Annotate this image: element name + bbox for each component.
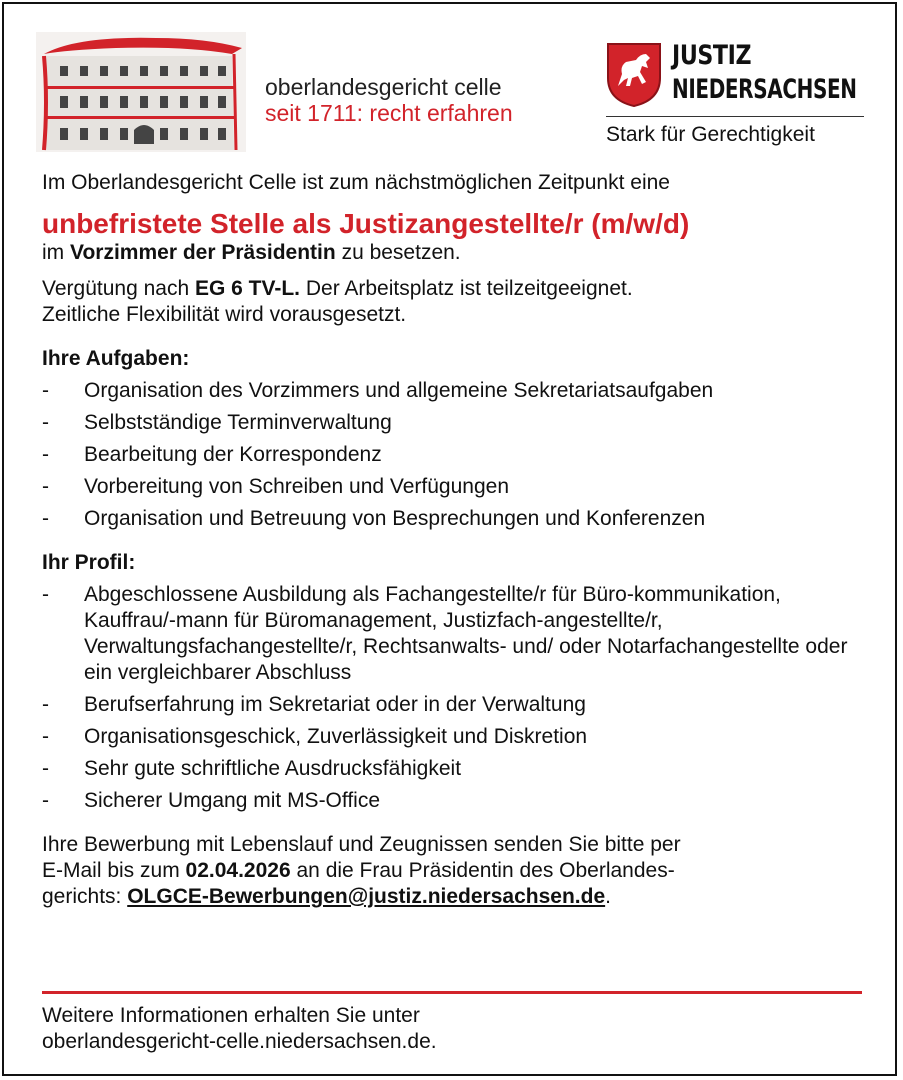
application-line-1: Ihre Bewerbung mit Lebenslauf und Zeugnissen senden Sie bitte per bbox=[42, 833, 681, 856]
list-item bbox=[42, 788, 872, 814]
pay-grade: EG 6 TV-L. bbox=[194, 277, 300, 300]
position-line bbox=[42, 240, 872, 266]
court-slogan: seit 1711: recht erfahren bbox=[265, 100, 513, 126]
pay-line bbox=[42, 276, 872, 302]
tasks-list bbox=[42, 378, 872, 532]
email-post: . bbox=[605, 885, 611, 908]
header bbox=[0, 0, 903, 170]
dash-bullet: - bbox=[42, 725, 49, 748]
job-ad-body bbox=[42, 170, 872, 910]
pay-pre: Vergütung nach bbox=[42, 277, 190, 300]
task-text: Bearbeitung der Korrespondenz bbox=[84, 443, 382, 466]
deadline-date: 02.04.2026 bbox=[185, 859, 291, 882]
list-item bbox=[42, 442, 872, 468]
niedersachsen-title: NIEDERSACHSEN bbox=[672, 74, 857, 105]
list-item bbox=[42, 410, 872, 436]
profile-text: Sehr gute schriftliche Ausdrucksfähigkeit bbox=[84, 757, 462, 780]
profile-text: Abgeschlossene Ausbildung als Fachangestellte/r für Büro-kommunikation, Kauffrau/-mann für Büromanagement, Justizfach-angestellte/r, Verwaltungsfachangestellte/r, Rechtsanwalts- und/ oder Notarfachangestellte oder ein vergleichbarer Abschluss bbox=[84, 583, 848, 684]
pay-post: Der Arbeitsplatz ist teilzeitgeeignet. bbox=[305, 277, 633, 300]
list-item bbox=[42, 692, 872, 718]
dash-bullet: - bbox=[42, 411, 49, 434]
footer bbox=[42, 1003, 437, 1055]
profile-text: Berufserfahrung im Sekretariat oder in der Verwaltung bbox=[84, 693, 586, 716]
position-post: zu besetzen. bbox=[341, 241, 461, 264]
lower-saxony-horse-crest-icon bbox=[606, 42, 662, 108]
task-text: Organisation und Betreuung von Besprechungen und Konferenzen bbox=[84, 507, 706, 530]
dash-bullet: - bbox=[42, 583, 49, 606]
dash-bullet: - bbox=[42, 757, 49, 780]
list-item bbox=[42, 582, 872, 686]
dash-bullet: - bbox=[42, 443, 49, 466]
justiz-title: JUSTIZ bbox=[672, 40, 752, 71]
tasks-title: Ihre Aufgaben: bbox=[42, 347, 190, 370]
position-bold: Vorzimmer der Präsidentin bbox=[70, 241, 336, 264]
list-item bbox=[42, 756, 872, 782]
list-item bbox=[42, 474, 872, 500]
list-item bbox=[42, 724, 872, 750]
deadline-post: an die Frau Präsidentin des Oberlandes- bbox=[296, 859, 675, 882]
list-item bbox=[42, 506, 872, 532]
task-text: Selbstständige Terminverwaltung bbox=[84, 411, 392, 434]
position-pre: im bbox=[42, 241, 65, 264]
job-headline: unbefristete Stelle als Justizangestellte/r (m/w/d) bbox=[42, 208, 690, 239]
profile-text: Organisationsgeschick, Zuverlässigkeit und Diskretion bbox=[84, 725, 588, 748]
application-email-link[interactable]: OLGCE-Bewerbungen@justiz.niedersachsen.de bbox=[127, 885, 606, 908]
logo-divider bbox=[606, 116, 864, 117]
court-name-block bbox=[265, 74, 513, 126]
dash-bullet: - bbox=[42, 379, 49, 402]
profile-title: Ihr Profil: bbox=[42, 551, 136, 574]
task-text: Vorbereitung von Schreiben und Verfügungen bbox=[84, 475, 509, 498]
deadline-pre: E-Mail bis zum bbox=[42, 859, 180, 882]
dash-bullet: - bbox=[42, 507, 49, 530]
application-line-2 bbox=[42, 858, 872, 884]
court-building-logo bbox=[36, 32, 246, 152]
dash-bullet: - bbox=[42, 693, 49, 716]
task-text: Organisation des Vorzimmers und allgemeine Sekretariatsaufgaben bbox=[84, 379, 714, 402]
flexibility-line: Zeitliche Flexibilität wird vorausgesetzt. bbox=[42, 303, 407, 326]
intro-text: Im Oberlandesgericht Celle ist zum nächstmöglichen Zeitpunkt eine bbox=[42, 171, 670, 194]
footer-website-link[interactable]: oberlandesgericht-celle.niedersachsen.de. bbox=[42, 1030, 437, 1053]
email-pre: gerichts: bbox=[42, 885, 122, 908]
justiz-tagline: Stark für Gerechtigkeit bbox=[606, 123, 815, 146]
dash-bullet: - bbox=[42, 475, 49, 498]
list-item bbox=[42, 378, 872, 404]
profile-text: Sicherer Umgang mit MS-Office bbox=[84, 789, 381, 812]
court-name: oberlandesgericht celle bbox=[265, 74, 502, 100]
profile-list bbox=[42, 582, 872, 814]
dash-bullet: - bbox=[42, 789, 49, 812]
footer-info-text: Weitere Informationen erhalten Sie unter bbox=[42, 1004, 420, 1027]
footer-divider bbox=[42, 991, 862, 994]
application-line-3 bbox=[42, 884, 872, 910]
